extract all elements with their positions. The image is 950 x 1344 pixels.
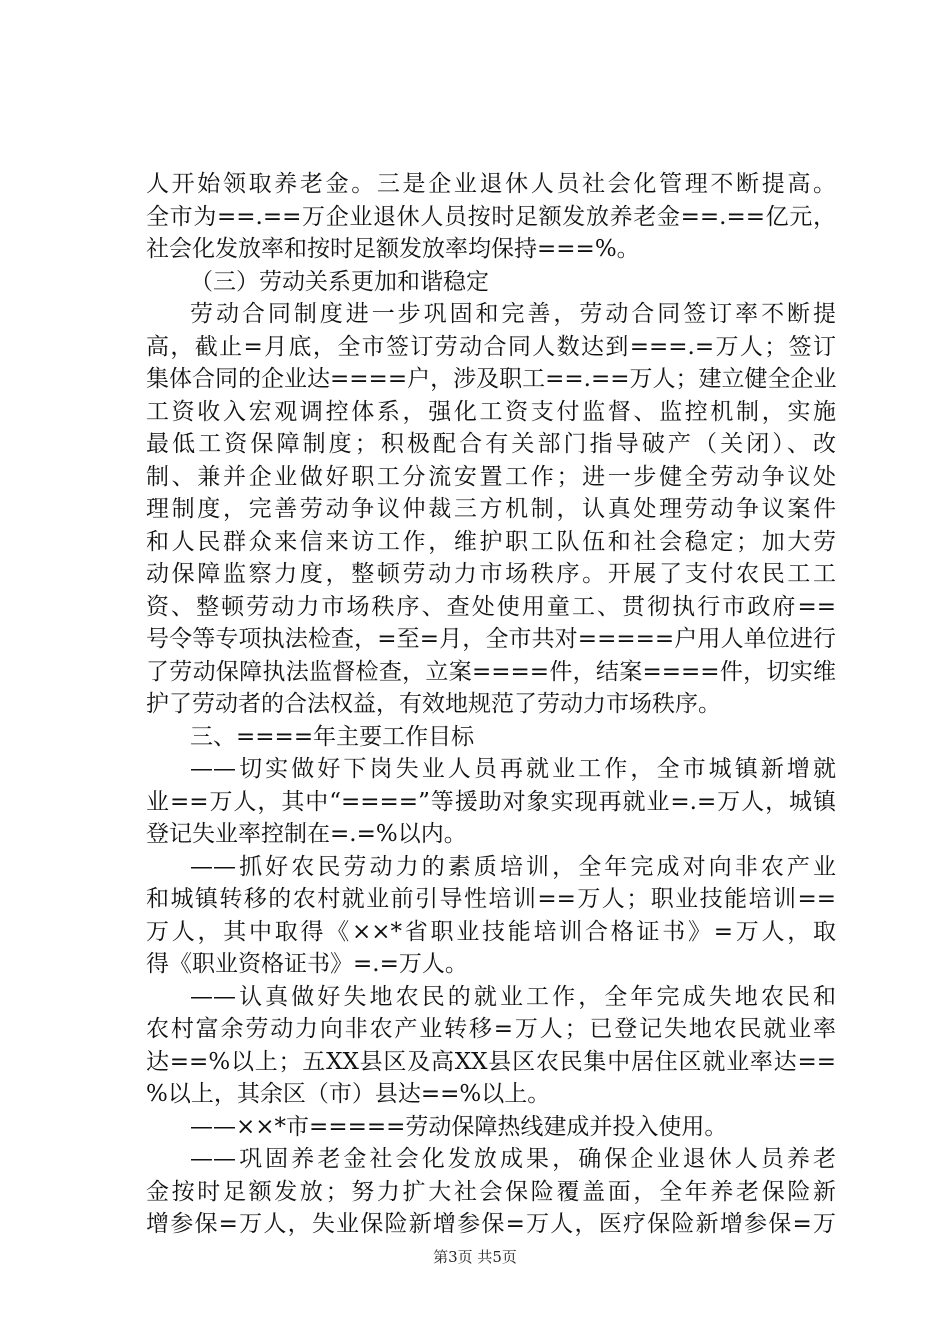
text-line: 最低工资保障制度；积极配合有关部门指导破产（关闭）、改 bbox=[146, 431, 836, 457]
text-line: ——巩固养老金社会化发放成果，确保企业退休人员养老 bbox=[190, 1146, 836, 1172]
document-body bbox=[146, 168, 836, 1241]
text-line: 劳动合同制度进一步巩固和完善，劳动合同签订率不断提 bbox=[190, 301, 836, 327]
text-line: ——切实做好下岗失业人员再就业工作，全市城镇新增就 bbox=[190, 756, 836, 782]
text-line: 万人，其中取得《××*省职业技能培训合格证书》=万人，取 bbox=[146, 918, 836, 945]
text-line: 工资收入宏观调控体系，强化工资支付监督、监控机制，实施 bbox=[146, 398, 836, 425]
text-line: 制、兼并企业做好职工分流安置工作；进一步健全劳动争议处 bbox=[146, 463, 836, 490]
text-line: 人开始领取养老金。三是企业退休人员社会化管理不断提高。 bbox=[146, 171, 836, 197]
text-line: 高，截止=月底，全市签订劳动合同人数达到===.=万人；签订 bbox=[146, 333, 836, 360]
text-line: ——××*市=====劳动保障热线建成并投入使用。 bbox=[190, 1113, 728, 1140]
text-line: 金按时足额发放；努力扩大社会保险覆盖面，全年养老保险新 bbox=[146, 1178, 836, 1205]
text-line: 资、整顿劳动力市场秩序、查处使用童工、贯彻执行市政府== bbox=[146, 593, 836, 620]
text-line: 护了劳动者的合法权益，有效地规范了劳动力市场秩序。 bbox=[146, 691, 721, 717]
text-line: 理制度，完善劳动争议仲裁三方机制，认真处理劳动争议案件 bbox=[146, 496, 836, 522]
text-line: 增参保=万人，失业保险新增参保=万人，医疗保险新增参保=万 bbox=[146, 1211, 836, 1237]
text-line: 了劳动保障执法监督检查，立案====件，结案====件，切实维 bbox=[146, 658, 836, 685]
text-line: ——抓好农民劳动力的素质培训，全年完成对向非农产业 bbox=[190, 853, 836, 880]
text-line: 社会化发放率和按时足额发放率均保持===%。 bbox=[146, 236, 640, 262]
text-line: 达==%以上；五XX县区及高XX县区农民集中居住区就业率达== bbox=[146, 1048, 836, 1075]
text-line: %以上，其余区（市）县达==%以上。 bbox=[146, 1081, 551, 1107]
text-line: ——认真做好失地农民的就业工作，全年完成失地农民和 bbox=[190, 983, 836, 1010]
text-line: 登记失业率控制在=.=%以内。 bbox=[146, 821, 467, 847]
text-line: 动保障监察力度，整顿劳动力市场秩序。开展了支付农民工工 bbox=[146, 561, 836, 587]
text-line: 业==万人，其中“====”等援助对象实现再就业=.=万人，城镇 bbox=[146, 788, 836, 815]
text-line: （三）劳动关系更加和谐稳定 bbox=[190, 268, 489, 295]
text-line: 三、====年主要工作目标 bbox=[190, 723, 475, 750]
text-line: 得《职业资格证书》=.=万人。 bbox=[146, 951, 468, 977]
page-footer: 第3页 共5页 bbox=[433, 1248, 517, 1266]
text-line: 农村富余劳动力向非农产业转移=万人；已登记失地农民就业率 bbox=[146, 1016, 836, 1042]
text-line: 集体合同的企业达====户，涉及职工==.==万人；建立健全企业 bbox=[146, 366, 837, 392]
text-line: 全市为==.==万企业退休人员按时足额发放养老金==.==亿元， bbox=[146, 203, 836, 230]
text-line: 和人民群众来信来访工作，维护职工队伍和社会稳定；加大劳 bbox=[146, 528, 836, 555]
text-line: 和城镇转移的农村就业前引导性培训==万人；职业技能培训== bbox=[146, 886, 836, 912]
text-line: 号令等专项执法检查，=至=月，全市共对=====户用人单位进行 bbox=[146, 626, 836, 652]
